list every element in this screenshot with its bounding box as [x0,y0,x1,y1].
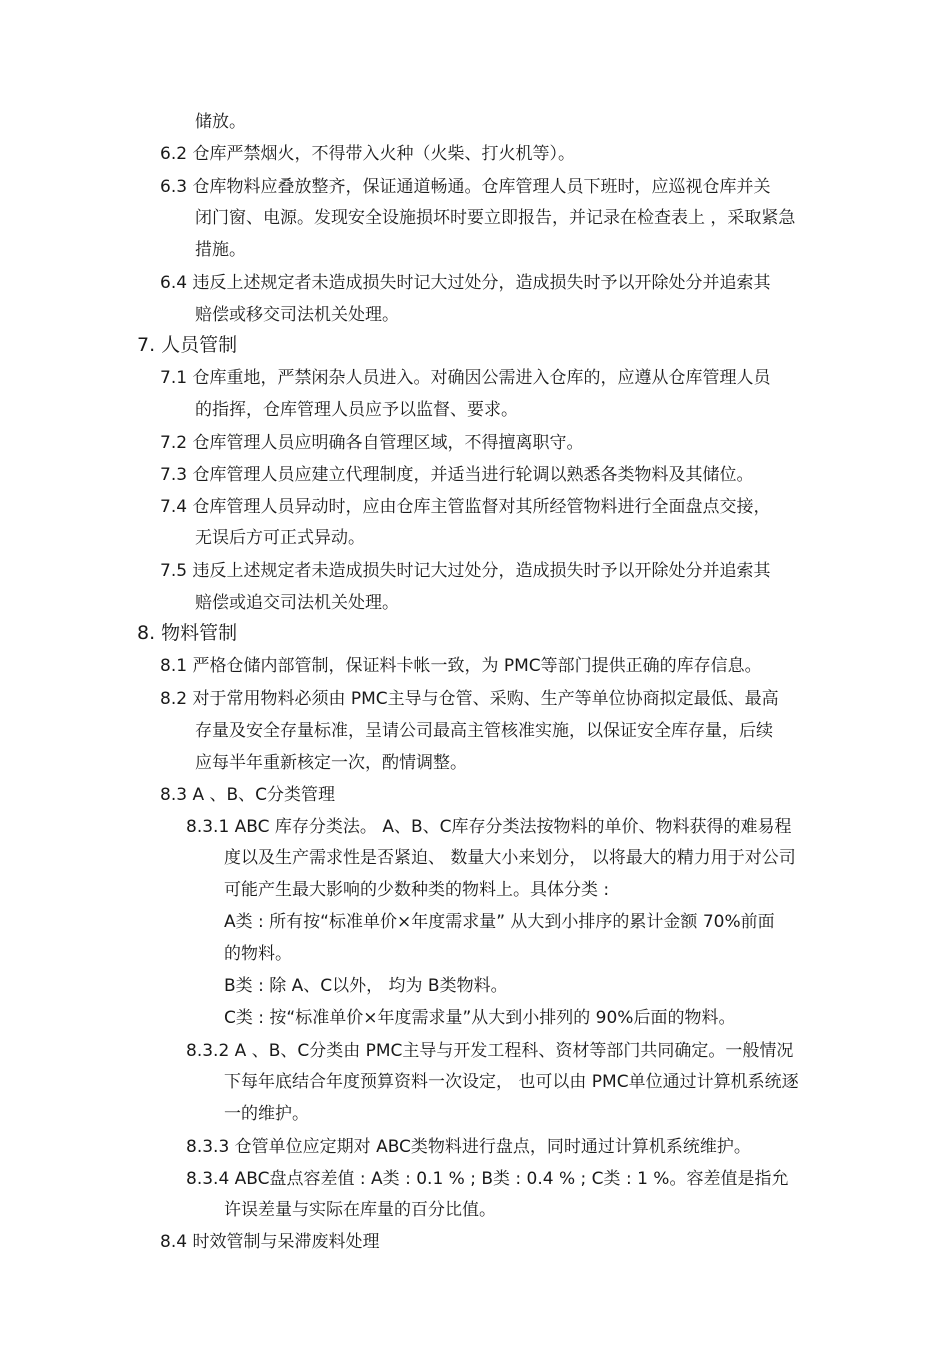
text-line: 应每半年重新核定一次，酌情调整。 [195,753,467,773]
clause-8-1: 8.1 严格仓储内部管制，保证料卡帐一致，为 PMC等部门提供正确的库存信息。 [160,656,762,676]
text-line: 赔偿或移交司法机关处理。 [195,305,399,325]
text-line: 的指挥，仓库管理人员应予以监督、要求。 [195,400,518,420]
clause-8-4: 8.4 时效管制与呆滞废料处理 [160,1232,380,1252]
text-line: 的物料。 [224,944,292,964]
text-line: 许误差量与实际在库量的百分比值。 [224,1200,496,1220]
category-b-line: B类 : 除 A、C以外， 均为 B类物料。 [224,976,508,996]
clause-7-2: 7.2 仓库管理人员应明确各自管理区域，不得擅离职守。 [160,433,584,453]
text-line: 无误后方可正式异动。 [195,528,365,548]
clause-8-3-4: 8.3.4 ABC盘点容差值 : A类 : 0.1 % ; B类 : 0.4 % ; C类 : 1 %。容差值是指允 [186,1169,789,1189]
text-line: 储放。 [195,112,246,132]
clause-7-4: 7.4 仓库管理人员异动时，应由仓库主管监督对其所经管物料进行全面盘点交接， [160,497,771,517]
text-line: 下每年底结合年度预算资料一次设定， 也可以由 PMC单位通过计算机系统逐 [224,1072,799,1092]
clause-8-3: 8.3 A 、B、C分类管理 [160,785,336,805]
text-line: 存量及安全存量标准，呈请公司最高主管核准实施，以保证安全库存量，后续 [195,721,773,741]
clause-8-2: 8.2 对于常用物料必须由 PMC主导与仓管、采购、生产等单位协商拟定最低、最高 [160,689,779,709]
text-line: 一的维护。 [224,1104,309,1124]
text-line: 闭门窗、电源。发现安全设施损坏时要立即报告，并记录在检查表上 ，采取紧急 [195,208,796,228]
clause-8-3-2: 8.3.2 A 、B、C分类由 PMC主导与开发工程科、资材等部门共同确定。一般情况 [186,1041,794,1061]
clause-7-3: 7.3 仓库管理人员应建立代理制度，并适当进行轮调以熟悉各类物料及其储位。 [160,465,754,485]
text-line: 可能产生最大影响的少数种类的物料上。具体分类 : [224,880,610,900]
text-line: 度以及生产需求性是否紧迫、 数量大小来划分， 以将最大的精力用于对公司 [224,848,796,868]
text-line: 措施。 [195,240,246,260]
clause-8-3-1: 8.3.1 ABC 库存分类法。 A、B、C库存分类法按物料的单价、物料获得的难易程 [186,817,792,837]
clause-7-1: 7.1 仓库重地，严禁闲杂人员进入。对确因公需进入仓库的，应遵从仓库管理人员 [160,368,771,388]
clause-8-3-3: 8.3.3 仓管单位应定期对 ABC类物料进行盘点，同时通过计算机系统维护。 [186,1137,751,1157]
clause-6-4: 6.4 违反上述规定者未造成损失时记大过处分，造成损失时予以开除处分并追索其 [160,273,771,293]
section-heading-7: 7. 人员管制 [137,334,238,356]
text-line: 赔偿或追交司法机关处理。 [195,593,399,613]
clause-6-3: 6.3 仓库物料应叠放整齐，保证通道畅通。仓库管理人员下班时，应巡视仓库并关 [160,177,771,197]
clause-6-2: 6.2 仓库严禁烟火，不得带入火种（火柴、打火机等）。 [160,144,575,164]
clause-7-5: 7.5 违反上述规定者未造成损失时记大过处分，造成损失时予以开除处分并追索其 [160,561,771,581]
category-c-line: C类 : 按“标准单价×年度需求量”从大到小排列的 90%后面的物料。 [224,1008,736,1028]
category-a-line: A类 : 所有按“标准单价×年度需求量” 从大到小排序的累计金额 70%前面 [224,912,775,932]
section-heading-8: 8. 物料管制 [137,622,238,644]
